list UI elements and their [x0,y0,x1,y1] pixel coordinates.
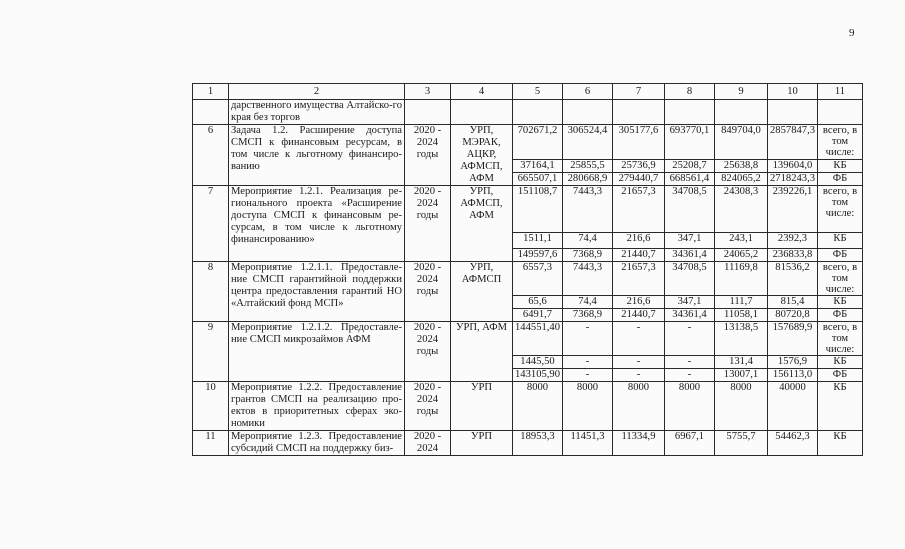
value-cell: - [613,322,665,356]
value-cell: 149597,6 [513,249,563,262]
value-cell: 21657,3 [613,186,665,233]
value-cell: 347,1 [665,233,715,249]
value-cell: 2392,3 [768,233,818,249]
row-period: 2020 - 2024 годы [405,186,451,262]
table-row [193,186,863,233]
value-cell: 236833,8 [768,249,818,262]
value-cell: - [665,369,715,382]
value-cell: 24308,3 [715,186,768,233]
value-cell: 34708,5 [665,262,715,296]
budget-table [192,83,863,456]
value-cell: 74,4 [563,296,613,309]
header-cell: 6 [563,84,613,100]
value-cell: 2857847,3 [768,125,818,160]
value-cell: 21440,7 [613,249,665,262]
value-cell: 157689,9 [768,322,818,356]
header-cell: 7 [613,84,665,100]
header-cell: 9 [715,84,768,100]
value-cell: 1511,1 [513,233,563,249]
row-name: Мероприятие 1.2.1.2. Предоставле-ние СМСП микрозаймов АФМ [229,322,405,382]
source-cell: КБ [818,296,863,309]
value-cell: - [613,369,665,382]
value-cell: 34708,5 [665,186,715,233]
value-cell: 156113,0 [768,369,818,382]
value-cell: 6967,1 [665,431,715,456]
table-row [193,262,863,296]
value-cell: 81536,2 [768,262,818,296]
value-cell: - [563,322,613,356]
value-cell: 306524,4 [563,125,613,160]
row-period: 2020 - 2024 годы [405,322,451,382]
value-cell: 8000 [563,382,613,431]
value-cell: - [563,356,613,369]
source-cell: ФБ [818,309,863,322]
value-cell: 143105,90 [513,369,563,382]
value-cell: 40000 [768,382,818,431]
value-cell: 7443,3 [563,186,613,233]
value-cell: 11058,1 [715,309,768,322]
value-cell: 239226,1 [768,186,818,233]
row-name: Задача 1.2. Расширение доступа СМСП к финансовым ресурсам, в том числе к льготному финансиро-ванию [229,125,405,186]
row-name: Мероприятие 1.2.1.1. Предоставле-ние СМСП гарантийной поддержки центра предоставления гарантий НО «Алтайский фонд МСП» [229,262,405,322]
header-cell: 5 [513,84,563,100]
value-cell: 8000 [665,382,715,431]
row-period: 2020 - 2024 годы [405,125,451,186]
value-cell: 25736,9 [613,159,665,172]
value-cell: 13138,5 [715,322,768,356]
table-row [193,125,863,160]
value-cell: 11169,8 [715,262,768,296]
value-cell: 702671,2 [513,125,563,160]
source-cell: КБ [818,431,863,456]
value-cell: 243,1 [715,233,768,249]
row-number: 8 [193,262,229,322]
source-cell: всего, в том числе: [818,322,863,356]
source-cell: КБ [818,233,863,249]
value-cell: 139604,0 [768,159,818,172]
table-header-row [193,84,863,100]
value-cell: 849704,0 [715,125,768,160]
value-cell: 13007,1 [715,369,768,382]
value-cell: 54462,3 [768,431,818,456]
value-cell: 18953,3 [513,431,563,456]
header-cell: 2 [229,84,405,100]
source-cell: КБ [818,356,863,369]
value-cell: 25855,5 [563,159,613,172]
value-cell: 7368,9 [563,309,613,322]
source-cell: всего, в том числе: [818,186,863,233]
row-executors: УРП [451,431,513,456]
value-cell: 11451,3 [563,431,613,456]
value-cell: 6491,7 [513,309,563,322]
row-number: 11 [193,431,229,456]
row-executors: УРП, АФМСП [451,262,513,322]
table-row [193,100,863,125]
page-number: 9 [849,27,855,39]
row-period: 2020 - 2024 [405,431,451,456]
value-cell: 11334,9 [613,431,665,456]
header-cell: 11 [818,84,863,100]
header-cell: 4 [451,84,513,100]
row-executors: УРП, АФМ [451,322,513,382]
value-cell: 668561,4 [665,172,715,185]
value-cell: 7443,3 [563,262,613,296]
value-cell: 216,6 [613,296,665,309]
value-cell: 111,7 [715,296,768,309]
row-name: Мероприятие 1.2.2. Предоставление грантов СМСП на реализацию про-ектов в приоритетных сферах эко-номики [229,382,405,431]
value-cell: 37164,1 [513,159,563,172]
value-cell: 693770,1 [665,125,715,160]
source-cell: ФБ [818,369,863,382]
header-cell: 10 [768,84,818,100]
table-row [193,431,863,456]
source-cell: ФБ [818,172,863,185]
row-executors: УРП, АФМСП, АФМ [451,186,513,262]
table-row [193,382,863,431]
value-cell: 2718243,3 [768,172,818,185]
value-cell: 1576,9 [768,356,818,369]
row-number: 6 [193,125,229,186]
value-cell: 21657,3 [613,262,665,296]
row-period: 2020 - 2024 годы [405,382,451,431]
value-cell: 665507,1 [513,172,563,185]
row-number: 7 [193,186,229,262]
value-cell: 151108,7 [513,186,563,233]
value-cell: 131,4 [715,356,768,369]
header-cell: 3 [405,84,451,100]
source-cell: ФБ [818,249,863,262]
value-cell: 24065,2 [715,249,768,262]
value-cell: 21440,7 [613,309,665,322]
value-cell: 34361,4 [665,309,715,322]
value-cell: 305177,6 [613,125,665,160]
value-cell: 25638,8 [715,159,768,172]
value-cell: 144551,40 [513,322,563,356]
value-cell: 6557,3 [513,262,563,296]
value-cell: - [613,356,665,369]
value-cell: 815,4 [768,296,818,309]
row-name: Мероприятие 1.2.3. Предоставление субсидий СМСП на поддержку биз- [229,431,405,456]
value-cell: 7368,9 [563,249,613,262]
value-cell: 280668,9 [563,172,613,185]
row-number: 10 [193,382,229,431]
value-cell: 8000 [613,382,665,431]
row-executors: УРП, МЭРАК, АЦКР, АФМСП, АФМ [451,125,513,186]
value-cell: - [665,356,715,369]
value-cell: 216,6 [613,233,665,249]
header-cell: 1 [193,84,229,100]
row-name: дарственного имущества Алтайско-го края без торгов [229,100,405,125]
value-cell: - [563,369,613,382]
value-cell: 8000 [513,382,563,431]
value-cell: 74,4 [563,233,613,249]
value-cell: 824065,2 [715,172,768,185]
source-cell: всего, в том числе: [818,262,863,296]
row-executors: УРП [451,382,513,431]
value-cell: 8000 [715,382,768,431]
value-cell: 1445,50 [513,356,563,369]
value-cell: 279440,7 [613,172,665,185]
value-cell: 80720,8 [768,309,818,322]
table-row [193,322,863,356]
source-cell: КБ [818,382,863,431]
source-cell: КБ [818,159,863,172]
source-cell: всего, в том числе: [818,125,863,160]
header-cell: 8 [665,84,715,100]
value-cell: 34361,4 [665,249,715,262]
row-period: 2020 - 2024 годы [405,262,451,322]
value-cell: 5755,7 [715,431,768,456]
value-cell: 25208,7 [665,159,715,172]
value-cell: 65,6 [513,296,563,309]
value-cell: 347,1 [665,296,715,309]
row-name: Мероприятие 1.2.1. Реализация ре-гионального проекта «Расширение доступа СМСП к финансовым ре-сурсам, в том числе к льготному финансированию» [229,186,405,262]
row-number: 9 [193,322,229,382]
value-cell: - [665,322,715,356]
